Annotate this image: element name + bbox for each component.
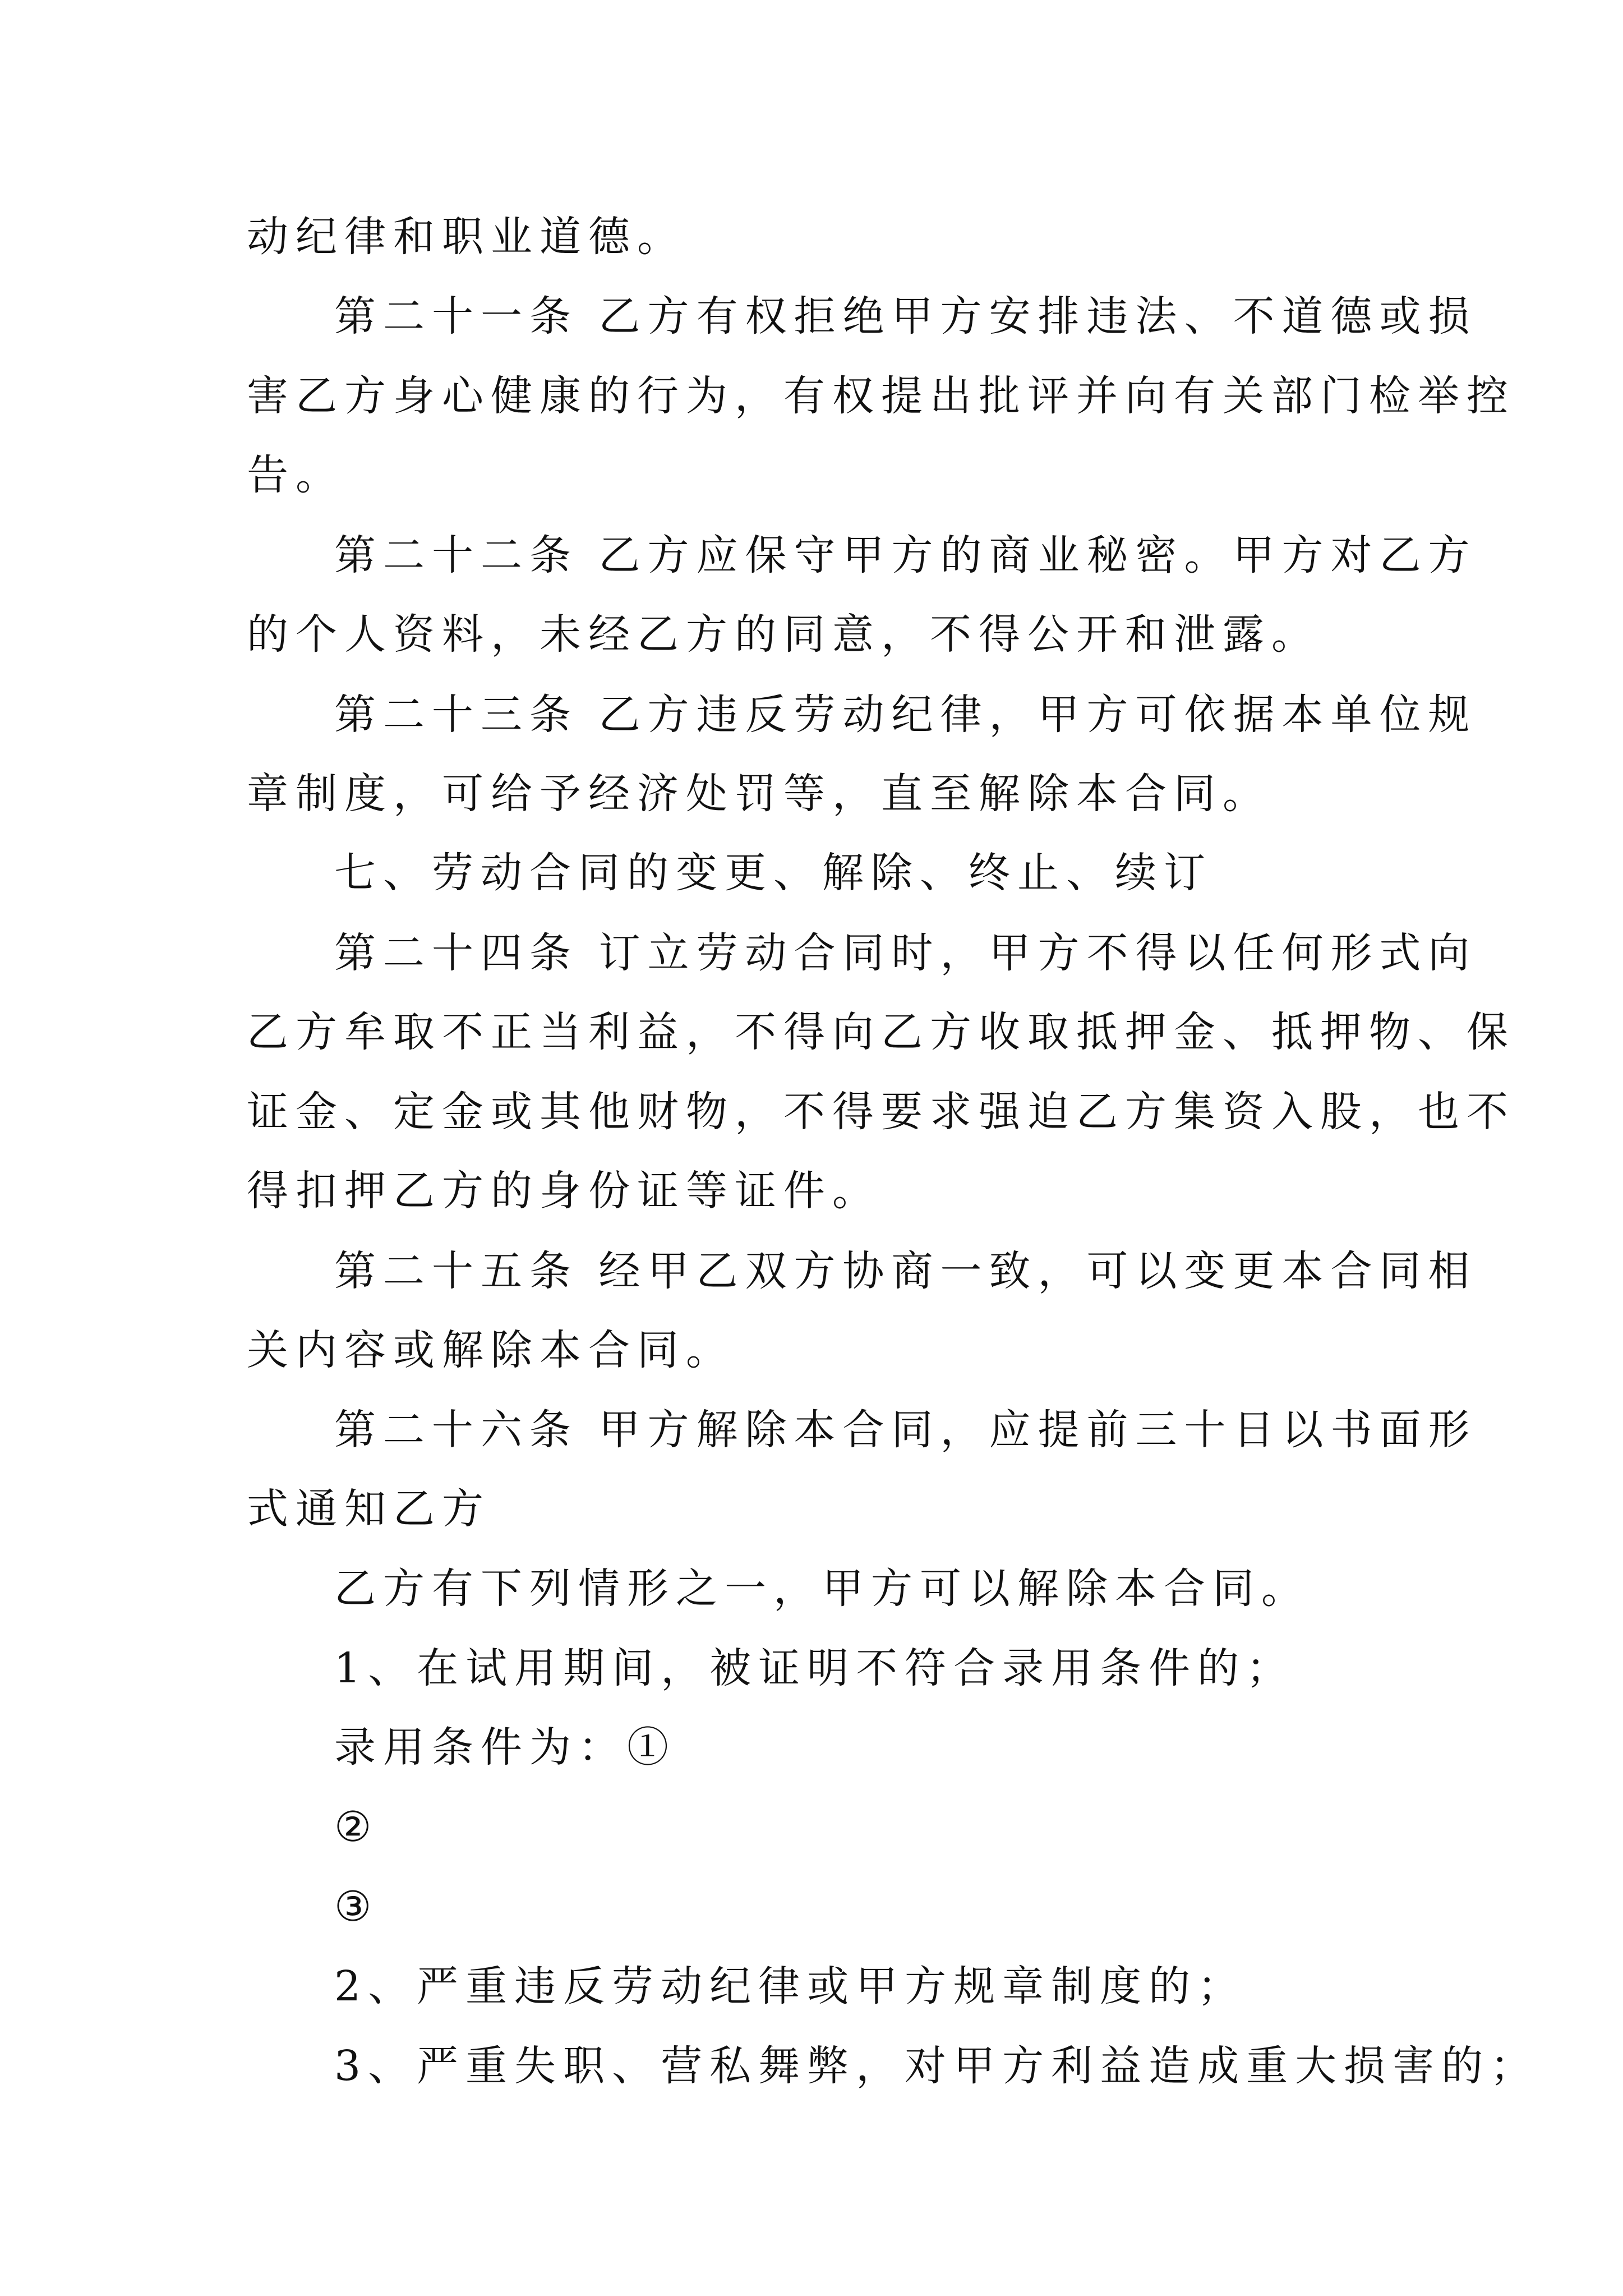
text-line: 第二十六条 甲方解除本合同，应提前三十日以书面形 [334,1406,1477,1454]
text-line: 第二十三条 乙方违反劳动纪律，甲方可依据本单位规 [334,691,1477,739]
list-item: 2、严重违反劳动纪律或甲方规章制度的； [334,1962,1247,2010]
text-line: 第二十一条 乙方有权拒绝甲方安排违法、不道德或损 [334,292,1477,341]
text-line: 第二十二条 乙方应保守甲方的商业秘密。甲方对乙方 [334,531,1477,579]
section-heading: 七、劳动合同的变更、解除、终止、续订 [334,849,1212,897]
text-line: 章制度，可给予经济处罚等，直至解除本合同。 [247,770,1271,818]
text-line: 第二十五条 经甲乙双方协商一致，可以变更本合同相 [334,1247,1477,1295]
text-line: 动纪律和职业道德。 [247,213,686,261]
text-line: 证金、定金或其他财物，不得要求强迫乙方集资入股，也不 [247,1088,1515,1136]
text-line: 告。 [247,451,344,499]
text-line: 乙方牟取不正当利益，不得向乙方收取抵押金、抵押物、保 [247,1008,1515,1056]
text-line: 乙方有下列情形之一，甲方可以解除本合同。 [334,1565,1310,1613]
list-item: 录用条件为：① [334,1723,676,1772]
text-line: 的个人资料，未经乙方的同意，不得公开和泄露。 [247,610,1320,659]
list-item: 3、严重失职、营私舞弊，对甲方利益造成重大损害的； [334,2042,1539,2090]
text-line: 式通知乙方 [247,1485,491,1533]
list-item: ② [334,1803,379,1851]
text-line: 第二十四条 订立劳动合同时，甲方不得以任何形式向 [334,929,1477,977]
text-line: 得扣押乙方的身份证等证件。 [247,1167,881,1215]
list-item: ③ [334,1883,379,1931]
text-line: 关内容或解除本合同。 [247,1326,735,1374]
list-item: 1、在试用期间，被证明不符合录用条件的； [334,1644,1295,1692]
text-line: 害乙方身心健康的行为，有权提出批评并向有关部门检举控 [247,372,1515,420]
